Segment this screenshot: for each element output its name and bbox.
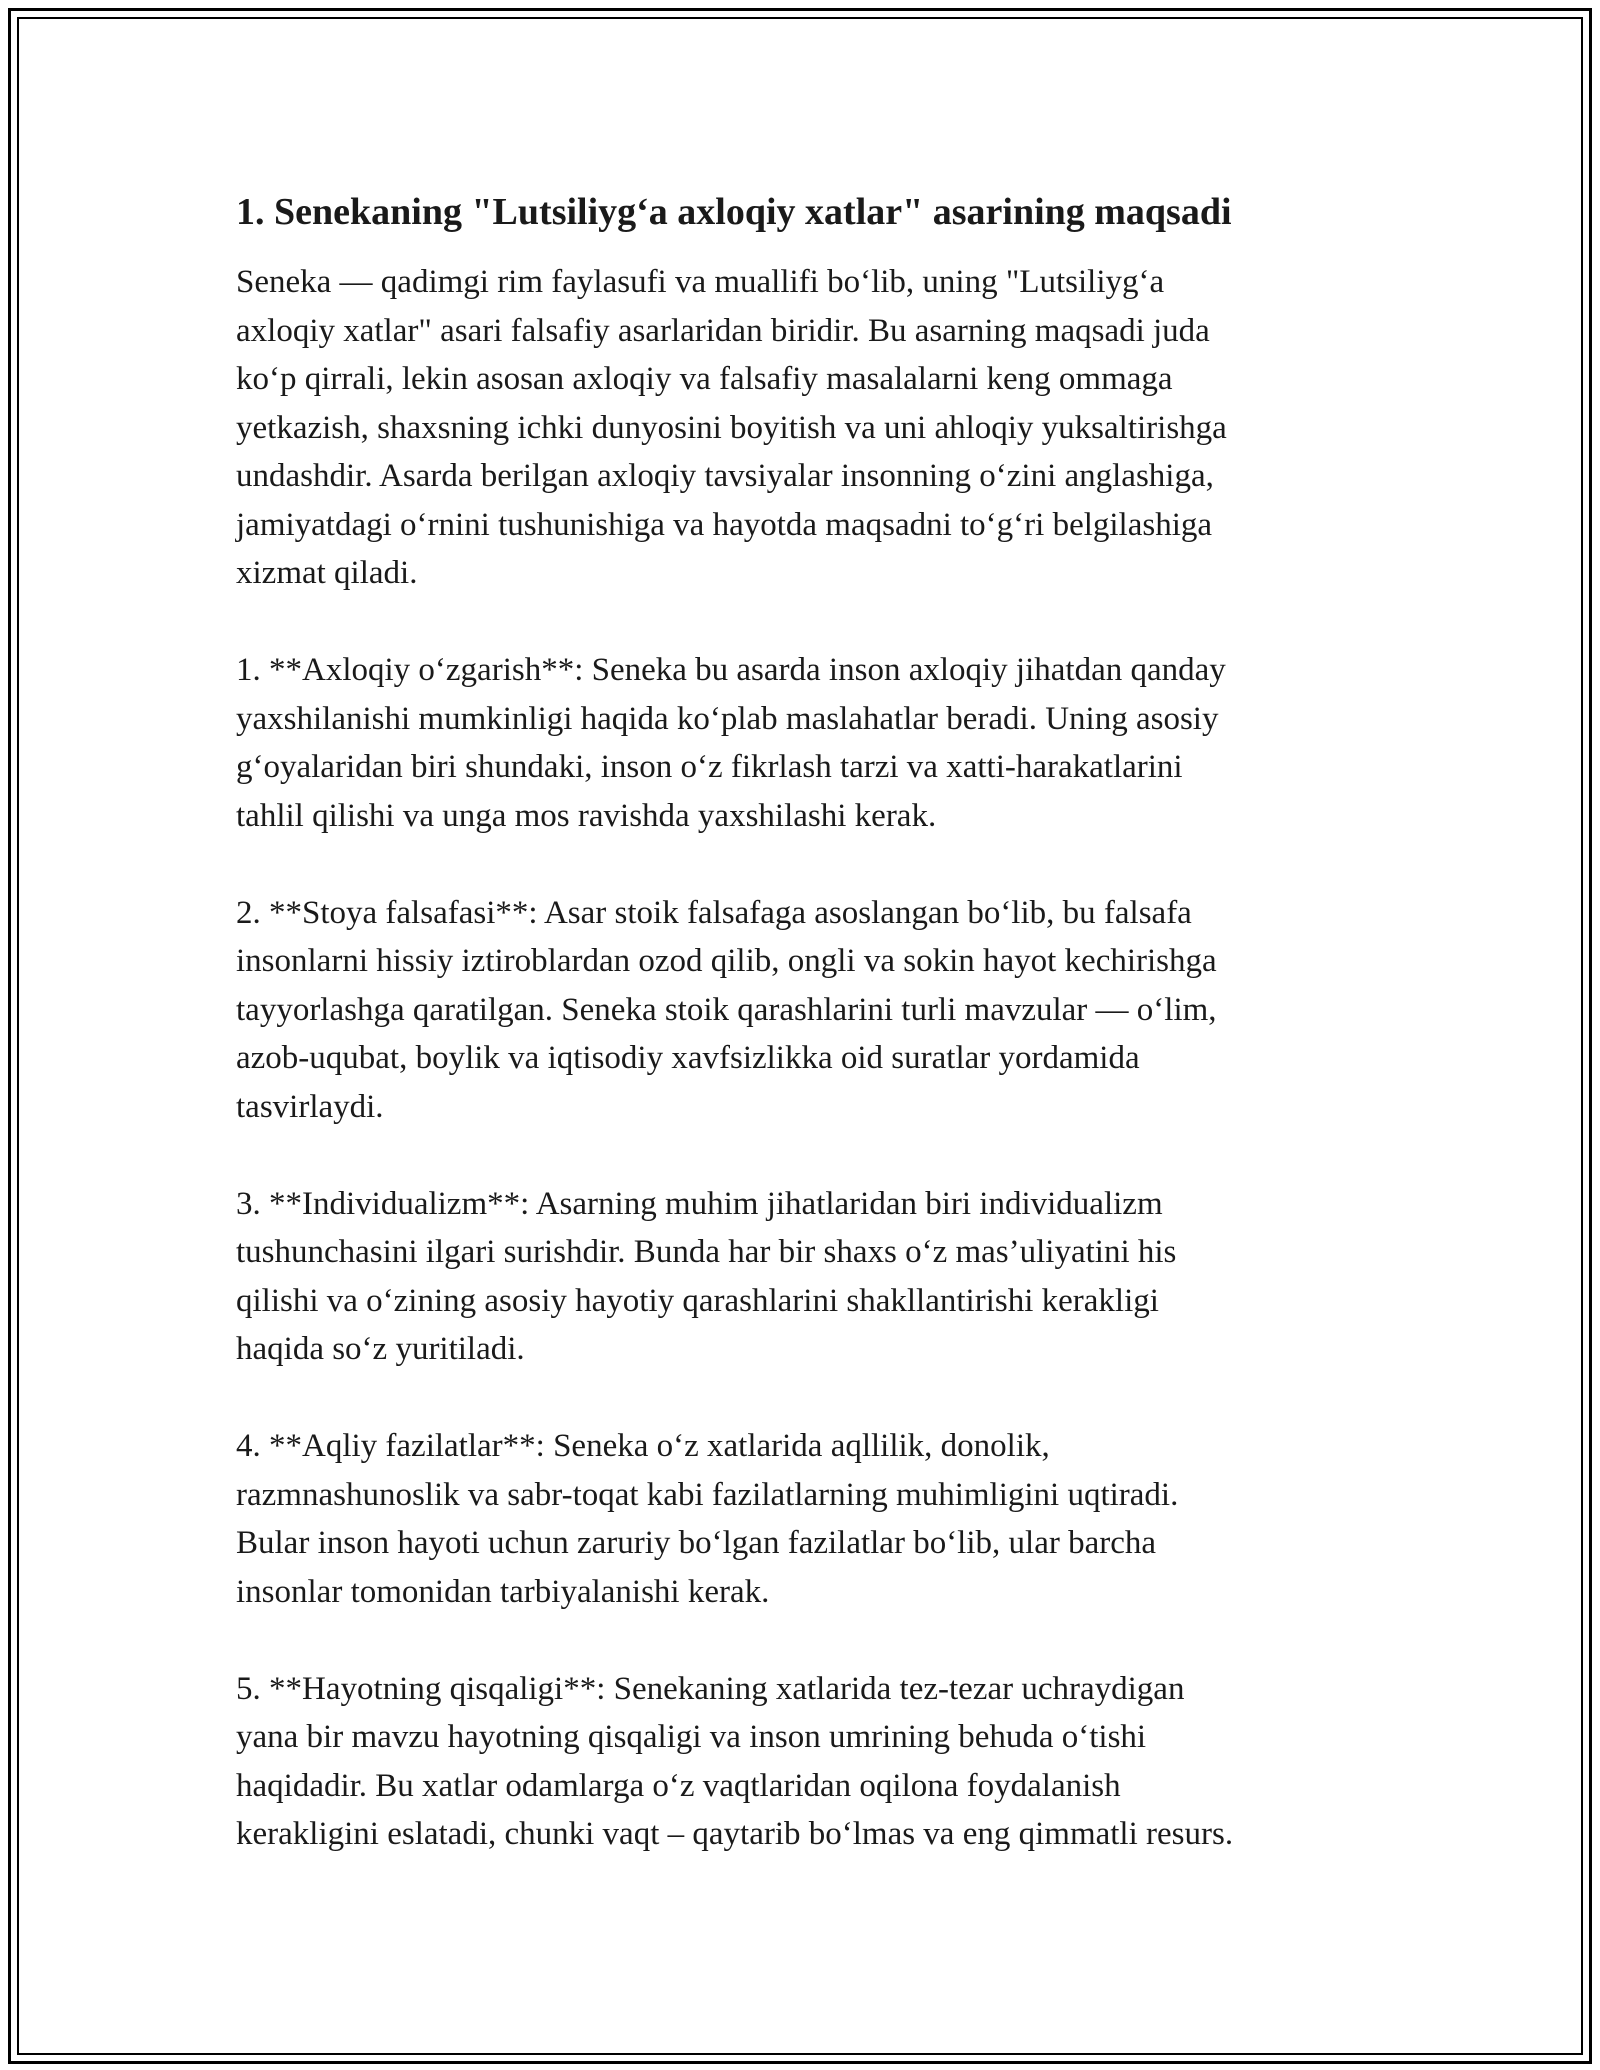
- text-line: 2. **Stoya falsafasi**: Asar stoik falsafaga asoslangan bo‘lib, bu falsafa: [236, 894, 1192, 931]
- text-line: tayyorlashga qaratilgan. Seneka stoik qarashlarini turli mavzular — o‘lim,: [236, 991, 1217, 1028]
- numbered-paragraph: [236, 1180, 1366, 1374]
- text-line: haqidadir. Bu xatlar odamlarga o‘z vaqtlaridan oqilona foydalanish: [236, 1767, 1121, 1804]
- text-line: ko‘p qirrali, lekin asosan axloqiy va falsafiy masalalarni keng ommaga: [236, 361, 1173, 397]
- intro-paragraph: [236, 258, 1366, 598]
- text-line: insonlarni hissiy iztiroblardan ozod qilib, ongli va sokin hayot kechirishga: [236, 943, 1217, 979]
- text-line: qilishi va o‘zining asosiy hayotiy qarashlarini shakllantirishi kerakligi: [236, 1282, 1159, 1319]
- numbered-paragraph: [236, 1665, 1366, 1859]
- text-line: 4. **Aqliy fazilatlar**: Seneka o‘z xatlarida aqllilik, donolik,: [236, 1428, 1050, 1464]
- text-line: 1. **Axloqiy o‘zgarish**: Seneka bu asarda inson axloqiy jihatdan qanday: [236, 652, 1226, 688]
- text-line: 5. **Hayotning qisqaligi**: Senekaning xatlarida tez-tezar uchraydigan: [236, 1670, 1185, 1707]
- text-line: yetkazish, shaxsning ichki dunyosini boyitish va uni ahloqiy yuksaltirishga: [236, 409, 1227, 446]
- text-line: yaxshilanishi mumkinligi haqida ko‘plab maslahatlar beradi. Uning asosiy: [236, 700, 1219, 737]
- text-line: 3. **Individualizm**: Asarning muhim jihatlaridan biri individualizm: [236, 1185, 1163, 1222]
- text-line: tushunchasini ilgari surishdir. Bunda har bir shaxs o‘z mas’uliyatini his: [236, 1234, 1177, 1270]
- text-line: xizmat qiladi.: [236, 555, 418, 591]
- text-line: Seneka — qadimgi rim faylasufi va muallifi bo‘lib, uning "Lutsiliyg‘a: [236, 264, 1165, 300]
- text-line: kerakligini eslatadi, chunki vaqt – qaytarib bo‘lmas va eng qimmatli resurs.: [236, 1816, 1234, 1852]
- text-line: yana bir mavzu hayotning qisqaligi va inson umrining behuda o‘tishi: [236, 1719, 1147, 1755]
- paragraph-list: [236, 258, 1366, 1859]
- text-line: tahlil qilishi va unga mos ravishda yaxshilashi kerak.: [236, 797, 937, 834]
- numbered-paragraph: [236, 889, 1366, 1132]
- text-line: azob-uqubat, boylik va iqtisodiy xavfsizlikka oid suratlar yordamida: [236, 1040, 1140, 1076]
- text-line: insonlar tomonidan tarbiyalanishi kerak.: [236, 1573, 770, 1610]
- document-title: 1. Senekaning "Lutsiliyg‘a axloqiy xatlar" asarining maqsadi: [236, 191, 1232, 233]
- text-line: axloqiy xatlar" asari falsafiy asarlaridan biridir. Bu asarning maqsadi juda: [236, 312, 1210, 349]
- text-line: undashdir. Asarda berilgan axloqiy tavsiyalar insonning o‘zini anglashiga,: [236, 458, 1214, 494]
- text-line: tasvirlaydi.: [236, 1088, 384, 1125]
- text-line: g‘oyalaridan biri shundaki, inson o‘z fikrlash tarzi va xatti-harakatlarini: [236, 749, 1183, 785]
- text-line: jamiyatdagi o‘rnini tushunishiga va hayotda maqsadni to‘g‘ri belgilashiga: [236, 506, 1213, 543]
- text-line: haqida so‘z yuritiladi.: [236, 1331, 525, 1367]
- text-line: razmnashunoslik va sabr-toqat kabi fazilatlarning muhimligini uqtiradi.: [236, 1476, 1179, 1513]
- document-body: [236, 186, 1366, 1907]
- numbered-paragraph: [236, 646, 1366, 840]
- text-line: Bular inson hayoti uchun zaruriy bo‘lgan fazilatlar bo‘lib, ular barcha: [236, 1525, 1157, 1561]
- numbered-paragraph: [236, 1422, 1366, 1616]
